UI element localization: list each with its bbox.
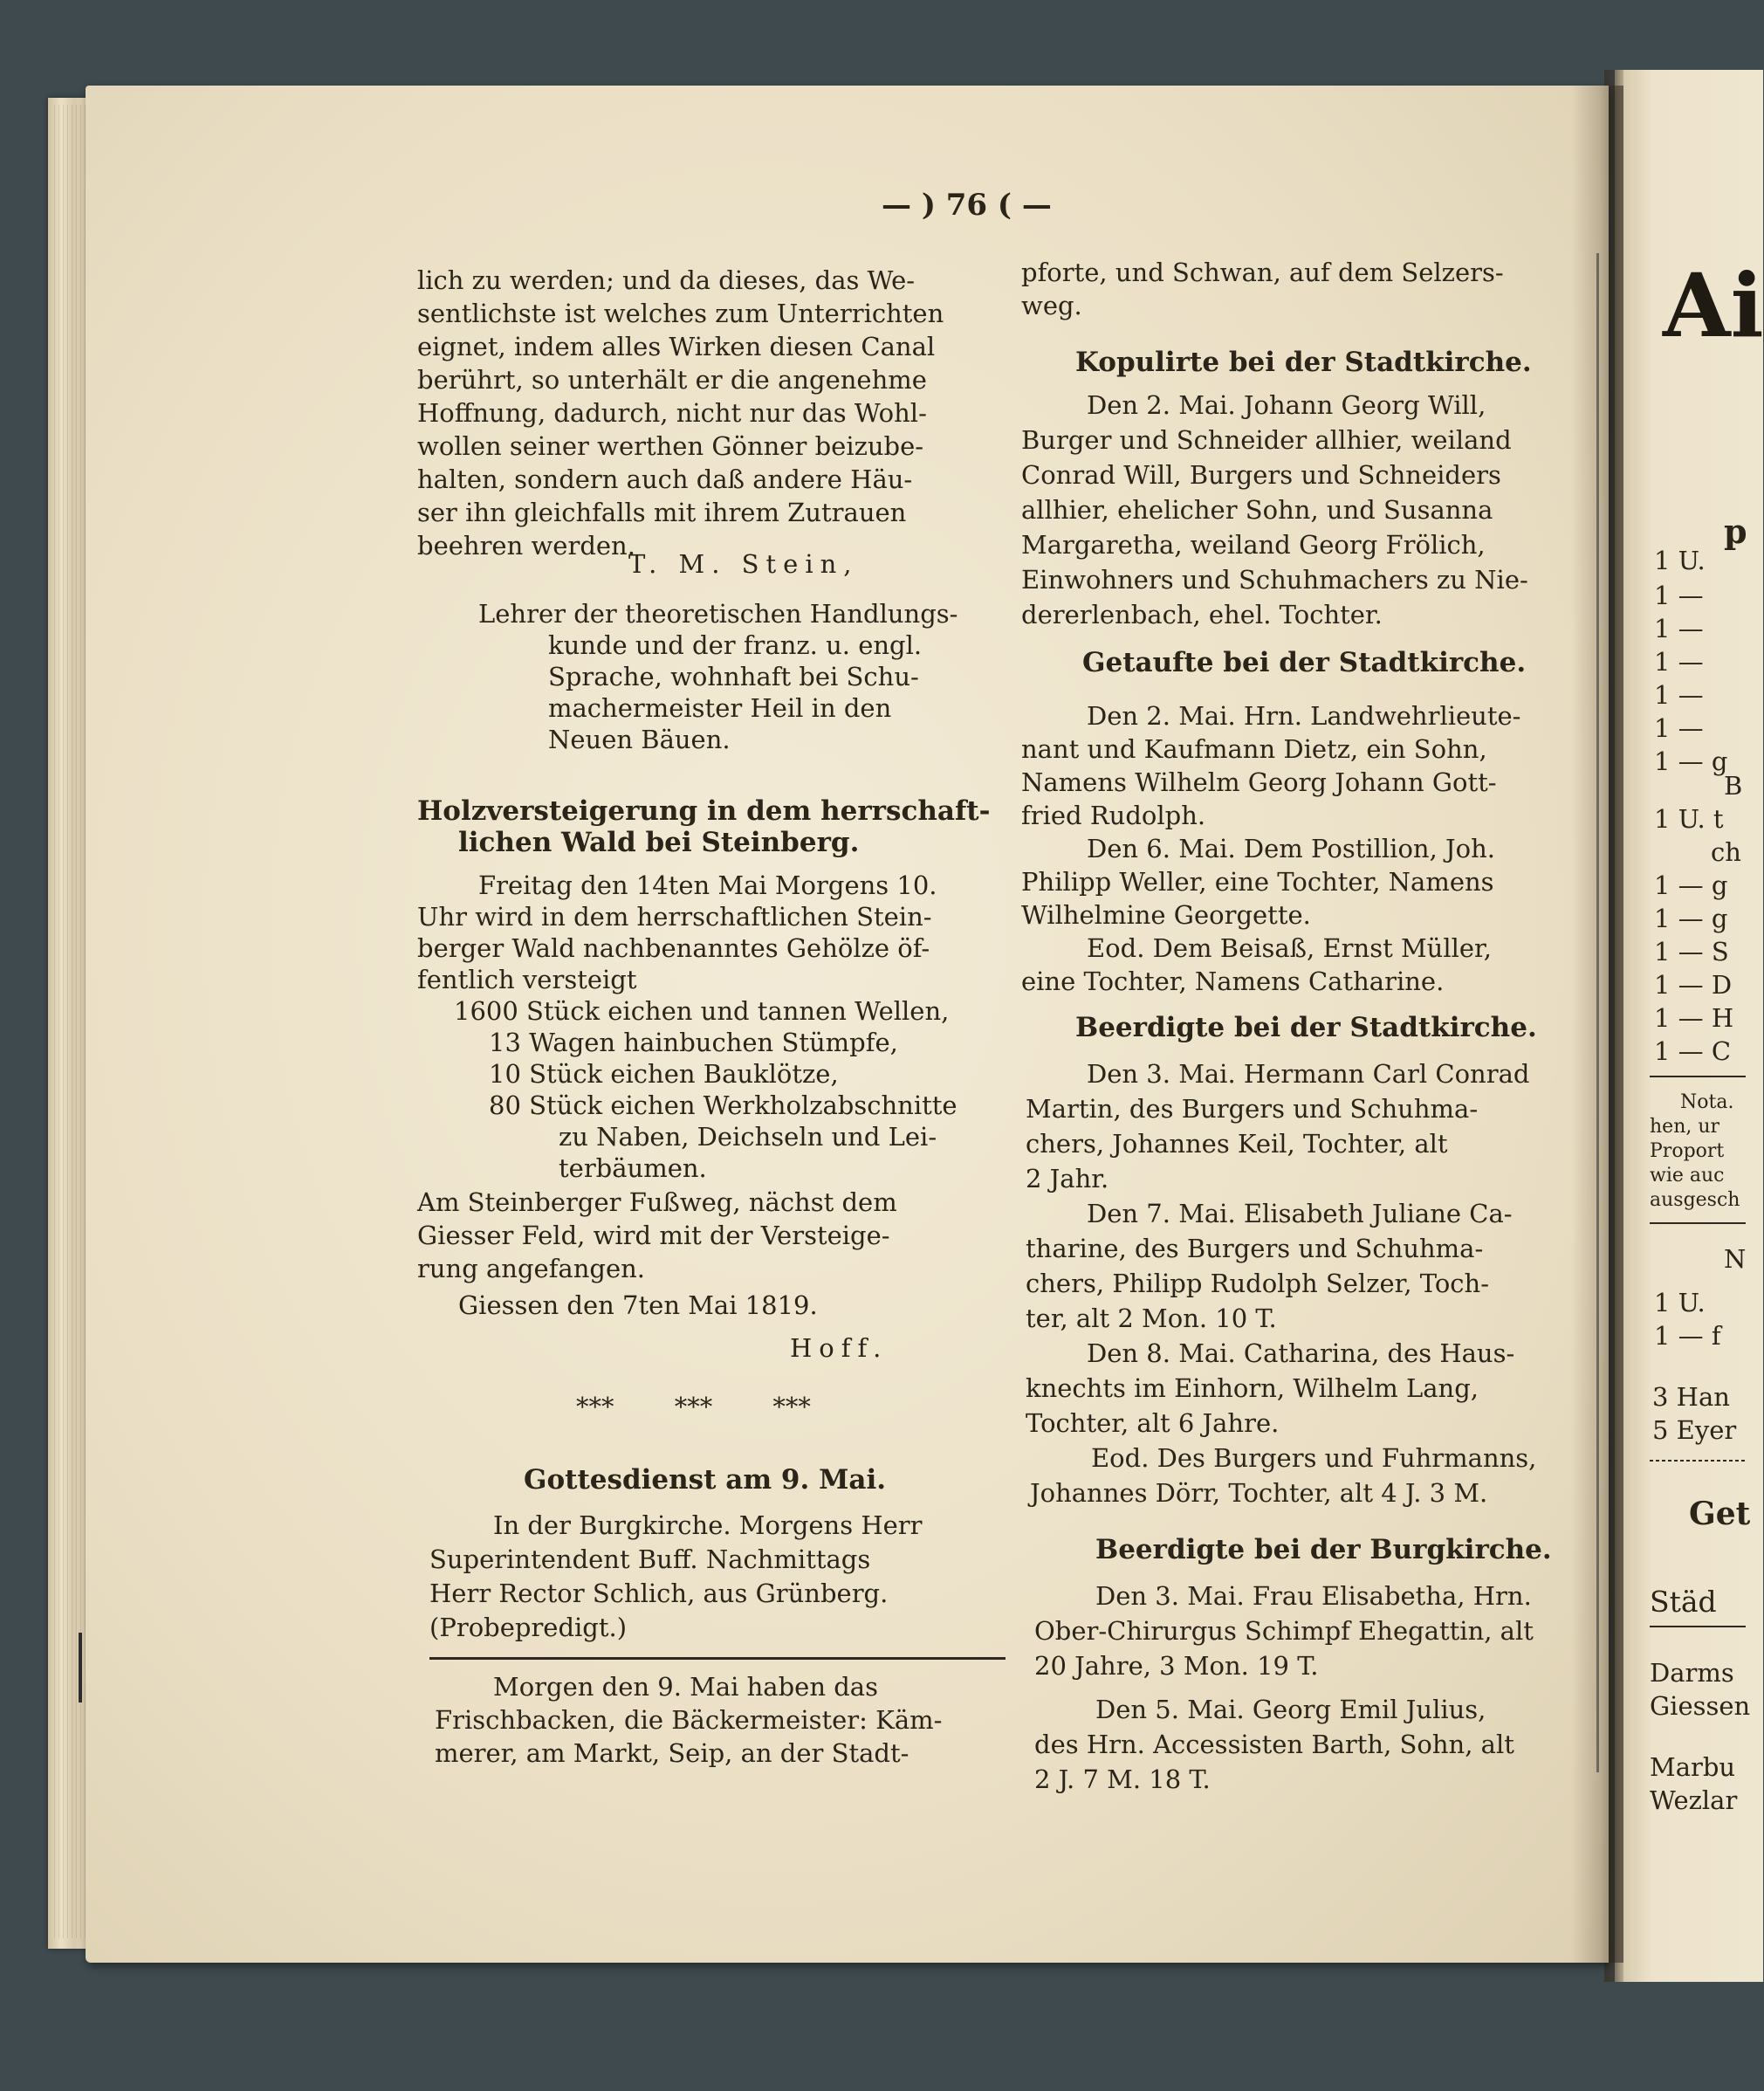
next-page-line: Marbu: [1650, 1752, 1736, 1782]
page-edge-lines: [54, 105, 87, 1938]
auction-intro-line: berger Wald nachbenanntes Gehölze öf-: [417, 933, 930, 963]
auction-outro-line: Am Steinberger Fußweg, nächst dem: [417, 1187, 897, 1217]
service-line: Superintendent Buff. Nachmittags: [429, 1544, 871, 1574]
bakers-line: Morgen den 9. Mai haben das: [493, 1672, 878, 1702]
left-intro-line: halten, sondern auch daß andere Häu-: [417, 464, 913, 494]
signature-title-line: Neuen Bäuen.: [548, 725, 731, 754]
signature-title-line: kunde und der franz. u. engl.: [548, 630, 923, 660]
next-page-line: 1 — H: [1654, 1003, 1734, 1033]
next-page-line: B: [1724, 771, 1743, 801]
buried-town-line: Tochter, alt 6 Jahre.: [1026, 1408, 1280, 1438]
baptized-line: Den 2. Mai. Hrn. Landwehrlieute-: [1087, 701, 1521, 731]
next-page-rule: [1650, 1626, 1746, 1627]
next-page-line: 1 —: [1654, 713, 1704, 743]
next-page-line: 1 — f: [1654, 1321, 1721, 1351]
left-intro-line: ser ihn gleichfalls mit ihrem Zutrauen: [417, 498, 907, 527]
next-page-line: 1 U.: [1654, 546, 1706, 575]
baptized-line: Philipp Weller, eine Tochter, Namens: [1021, 867, 1494, 897]
buried-castle-line: 2 J. 7 M. 18 T.: [1034, 1764, 1211, 1794]
buried-town-heading: Beerdigte bei der Stadtkirche.: [1075, 1012, 1537, 1043]
buried-town-line: knechts im Einhorn, Wilhelm Lang,: [1026, 1373, 1479, 1403]
baptized-line: eine Tochter, Namens Catharine.: [1021, 966, 1445, 996]
signature-title-line: Sprache, wohnhaft bei Schu-: [548, 662, 919, 691]
auction-outro-line: rung angefangen.: [417, 1254, 646, 1283]
auction-item: 13 Wagen hainbuchen Stümpfe,: [489, 1028, 898, 1057]
married-line: Einwohners und Schuhmachers zu Nie-: [1021, 565, 1528, 595]
next-page-line: 1 —: [1654, 647, 1704, 677]
baptized-line: Namens Wilhelm Georg Johann Gott-: [1021, 767, 1497, 797]
married-heading: Kopulirte bei der Stadtkirche.: [1075, 347, 1532, 378]
next-page-rule: [1650, 1222, 1746, 1224]
next-page-line: 5 Eyer: [1652, 1415, 1737, 1445]
next-page-line: 1 — D: [1654, 970, 1733, 1000]
auction-date: Giessen den 7ten Mai 1819.: [458, 1290, 818, 1320]
next-page-wavy-rule: [1650, 1460, 1746, 1462]
married-line: Conrad Will, Burgers und Schneiders: [1021, 460, 1501, 490]
auction-item: zu Naben, Deichseln und Lei-: [559, 1122, 937, 1152]
next-page-line: Giessen: [1650, 1691, 1751, 1721]
next-page-line: N: [1724, 1244, 1747, 1274]
buried-town-line: Den 7. Mai. Elisabeth Juliane Ca-: [1087, 1199, 1513, 1228]
next-page-line: 1 — C: [1654, 1036, 1732, 1066]
signature-name: T. M. Stein,: [628, 549, 859, 579]
next-page-line: 1 —: [1654, 680, 1704, 710]
auction-item: 80 Stück eichen Werkholzabschnitte: [489, 1090, 958, 1120]
buried-castle-line: 20 Jahre, 3 Mon. 19 T.: [1034, 1651, 1319, 1681]
left-intro-line: eignet, indem alles Wirken diesen Canal: [417, 332, 936, 361]
service-line: Herr Rector Schlich, aus Grünberg.: [429, 1579, 889, 1608]
next-page-line: 1 —: [1654, 614, 1704, 643]
service-line: In der Burgkirche. Morgens Herr: [493, 1510, 923, 1540]
next-page-line: 1 U.: [1654, 1288, 1706, 1317]
bakers-line: Frischbacken, die Bäckermeister: Käm-: [435, 1705, 943, 1735]
auction-item: 10 Stück eichen Bauklötze,: [489, 1059, 839, 1089]
married-line: dererlenbach, ehel. Tochter.: [1021, 600, 1383, 629]
next-page-line: hen, ur: [1650, 1116, 1720, 1138]
married-line: Den 2. Mai. Johann Georg Will,: [1087, 390, 1486, 420]
left-intro-line: Hoffnung, dadurch, nicht nur das Wohl-: [417, 398, 927, 428]
buried-town-line: Johannes Dörr, Tochter, alt 4 J. 3 M.: [1030, 1478, 1488, 1508]
baptized-heading: Getaufte bei der Stadtkirche.: [1082, 647, 1527, 678]
left-intro-line: lich zu werden; und da dieses, das We-: [417, 265, 916, 295]
next-page-line: Get: [1689, 1496, 1751, 1532]
service-line: (Probepredigt.): [429, 1613, 628, 1642]
baptized-line: fried Rudolph.: [1021, 801, 1206, 830]
buried-town-line: ter, alt 2 Mon. 10 T.: [1026, 1303, 1277, 1333]
next-page-big-letters: Ai: [1663, 254, 1764, 357]
buried-castle-line: des Hrn. Accessisten Barth, Sohn, alt: [1034, 1730, 1514, 1759]
next-page-line: 1 — g: [1654, 904, 1728, 933]
buried-castle-line: Den 5. Mai. Georg Emil Julius,: [1095, 1695, 1486, 1724]
next-page-line: 1 — S: [1654, 937, 1729, 966]
next-page-line: 1 — g: [1654, 746, 1728, 776]
left-intro-line: beehren werden.: [417, 531, 635, 561]
auction-signature: Hoff.: [790, 1333, 889, 1363]
buried-town-line: chers, Johannes Keil, Tochter, alt: [1026, 1129, 1448, 1159]
baptized-line: Wilhelmine Georgette.: [1021, 900, 1311, 930]
bakers-line: merer, am Markt, Seip, an der Stadt-: [435, 1738, 909, 1768]
married-line: Burger und Schneider allhier, weiland: [1021, 425, 1512, 455]
next-page-line: Wezlar: [1650, 1785, 1738, 1815]
next-page-line: 1 —: [1654, 581, 1704, 610]
signature-title-line: Lehrer der theoretischen Handlungs-: [478, 599, 958, 629]
signature-title-line: machermeister Heil in den: [548, 693, 892, 723]
next-page-rule: [1650, 1076, 1746, 1077]
buried-town-line: chers, Philipp Rudolph Selzer, Toch-: [1026, 1269, 1490, 1298]
next-page-line: 3 Han: [1652, 1382, 1730, 1412]
baptized-line: Eod. Dem Beisaß, Ernst Müller,: [1087, 933, 1492, 963]
next-page-line: ch: [1711, 837, 1741, 867]
service-heading: Gottesdienst am 9. Mai.: [524, 1464, 887, 1496]
buried-town-line: Den 3. Mai. Hermann Carl Conrad: [1087, 1059, 1530, 1089]
auction-intro-line: fentlich versteigt: [417, 965, 637, 994]
married-line: allhier, ehelicher Sohn, und Susanna: [1021, 495, 1493, 525]
baptized-line: nant und Kaufmann Dietz, ein Sohn,: [1021, 734, 1487, 764]
next-page-line: Darms: [1650, 1658, 1734, 1688]
auction-item: 1600 Stück eichen und tannen Wellen,: [454, 996, 950, 1026]
buried-town-line: Martin, des Burgers und Schuhma-: [1026, 1094, 1479, 1124]
auction-heading: lichen Wald bei Steinberg.: [458, 827, 860, 858]
next-page-line: 1 U. t: [1654, 804, 1724, 834]
next-page-line: Städ: [1650, 1585, 1717, 1619]
continuation-line: pforte, und Schwan, auf dem Selzers-: [1021, 258, 1504, 287]
buried-town-line: Eod. Des Burgers und Fuhrmanns,: [1091, 1443, 1537, 1473]
next-page-line: ausgesch: [1650, 1189, 1740, 1211]
auction-heading: Holzversteigerung in dem herrschaft-: [417, 795, 991, 827]
next-page-line: Proport: [1650, 1140, 1725, 1162]
auction-item: terbäumen.: [559, 1153, 707, 1183]
left-intro-line: berührt, so unterhält er die angenehme: [417, 365, 927, 395]
asterism-divider: *** *** ***: [576, 1392, 811, 1421]
section-rule: [429, 1657, 1006, 1660]
married-line: Margaretha, weiland Georg Frölich,: [1021, 530, 1486, 560]
auction-outro-line: Giesser Feld, wird mit der Versteige-: [417, 1221, 890, 1250]
auction-intro-line: Uhr wird in dem herrschaftlichen Stein-: [417, 902, 932, 932]
next-page-line: Nota.: [1680, 1091, 1734, 1113]
next-page-line: p: [1724, 512, 1747, 551]
left-intro-line: sentlichste ist welches zum Unterrichten: [417, 299, 944, 328]
continuation-line: weg.: [1021, 291, 1082, 320]
next-page-line: wie auc: [1650, 1165, 1725, 1187]
left-intro-line: wollen seiner werthen Gönner beizube-: [417, 431, 924, 461]
buried-town-line: tharine, des Burgers und Schuhma-: [1026, 1234, 1484, 1263]
buried-town-line: 2 Jahr.: [1026, 1164, 1109, 1193]
baptized-line: Den 6. Mai. Dem Postillion, Joh.: [1087, 834, 1496, 863]
auction-intro-line: Freitag den 14ten Mai Morgens 10.: [478, 870, 937, 900]
page-number: — ) 76 ( —: [882, 188, 1052, 223]
buried-castle-line: Ober-Chirurgus Schimpf Ehegattin, alt: [1034, 1616, 1534, 1646]
margin-mark: [79, 1633, 82, 1702]
buried-castle-line: Den 3. Mai. Frau Elisabetha, Hrn.: [1095, 1581, 1532, 1611]
next-page-line: 1 — g: [1654, 870, 1728, 900]
column-edge-rule: [1596, 253, 1599, 1772]
buried-town-line: Den 8. Mai. Catharina, des Haus-: [1087, 1338, 1515, 1368]
buried-castle-heading: Beerdigte bei der Burgkirche.: [1095, 1534, 1552, 1565]
